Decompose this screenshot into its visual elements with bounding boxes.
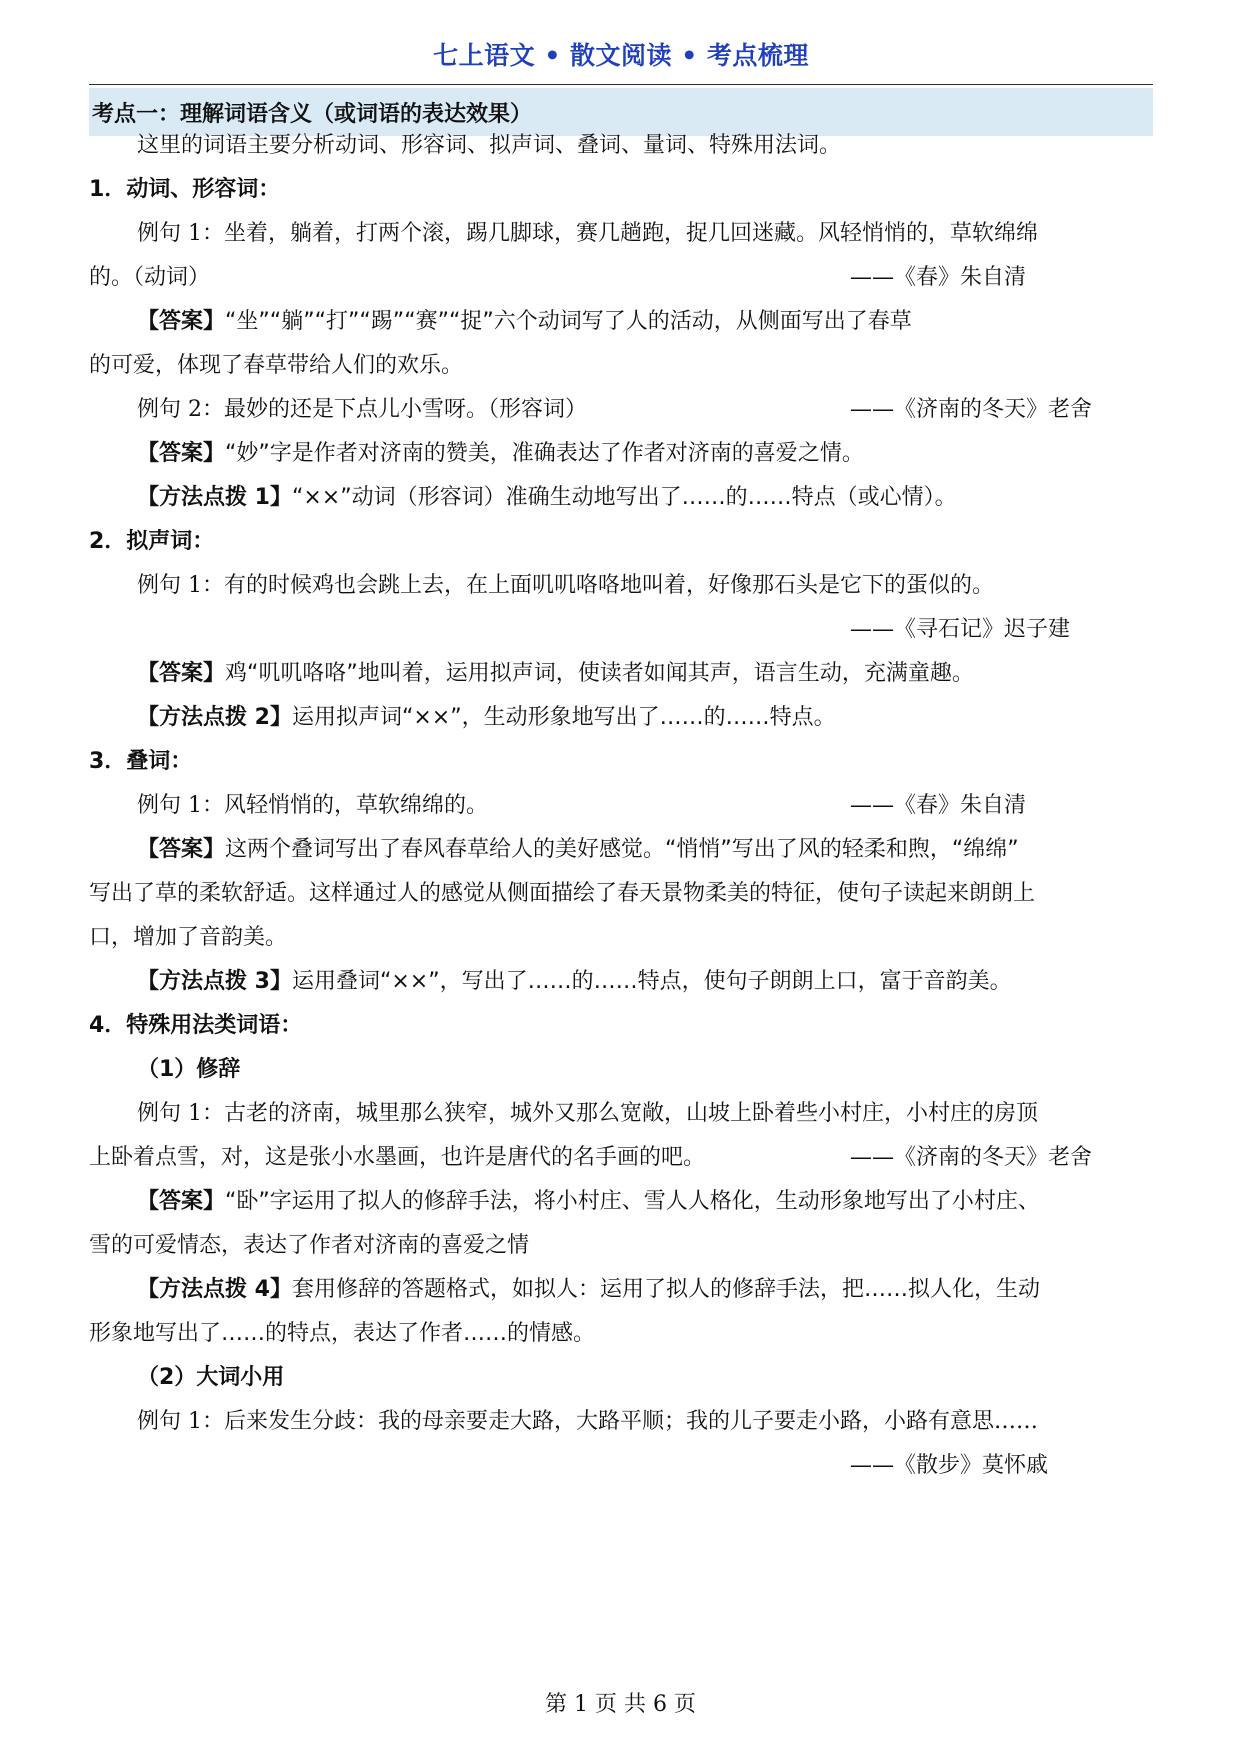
part4-method4-line1 xyxy=(137,1275,1040,1305)
answer-tag: 【答案】 xyxy=(137,441,226,466)
part4-method4-line2: 形象地写出了……的特点，表达了作者……的情感。 xyxy=(89,1321,596,1346)
part1-example1-line2: 的。（动词） xyxy=(89,265,211,290)
part4-sub1-example-source: ——《济南的冬天》老舍 xyxy=(850,1145,1093,1170)
method-text: 运用拟声词“××”，生动形象地写出了……的……特点。 xyxy=(291,705,836,730)
part4-sub1-answer-line1 xyxy=(137,1187,1040,1217)
method-text: “××”动词（形容词）准确生动地写出了……的……特点（或心情）。 xyxy=(291,485,957,510)
part3-example1-source: ——《春》朱自清 xyxy=(850,793,1027,818)
method-tag: 【方法点拨 1】 xyxy=(137,485,292,510)
answer-text: “卧”字运用了拟人的修辞手法，将小村庄、雪人人格化，生动形象地写出了小村庄、 xyxy=(225,1189,1040,1214)
method-text: 运用叠词“××”，写出了……的……特点，使句子朗朗上口，富于音韵美。 xyxy=(291,969,1012,994)
part4-sub2-heading: （2）大词小用 xyxy=(137,1365,285,1390)
answer-text: “妙”字是作者对济南的赞美，准确表达了作者对济南的喜爱之情。 xyxy=(225,441,864,466)
part3-heading: 3．叠词： xyxy=(89,749,193,774)
answer-text: 这两个叠词写出了春风春草给人的美好感觉。“悄悄”写出了风的轻柔和煦，“绵绵” xyxy=(225,837,1019,862)
part3-method3 xyxy=(137,967,1012,997)
part4-sub1-heading: （1）修辞 xyxy=(137,1057,241,1082)
part1-example1-line1: 例句 1：坐着，躺着，打两个滚，踢几脚球，赛几趟跑，捉几回迷藏。风轻悄悄的，草软绵绵 xyxy=(137,221,1038,246)
answer-tag: 【答案】 xyxy=(137,837,226,862)
part1-example1-source: ——《春》朱自清 xyxy=(850,265,1027,290)
part1-example2: 例句 2：最妙的还是下点儿小雪呀。（形容词） xyxy=(137,397,587,422)
part1-heading: 1．动词、形容词： xyxy=(89,177,281,202)
part2-heading: 2．拟声词： xyxy=(89,529,215,554)
section-intro: 这里的词语主要分析动词、形容词、拟声词、叠词、量词、特殊用法词。 xyxy=(137,133,842,158)
part1-answer1-line1 xyxy=(137,307,912,337)
answer-tag: 【答案】 xyxy=(137,1189,226,1214)
part2-method2 xyxy=(137,703,836,733)
part4-heading: 4．特殊用法类词语： xyxy=(89,1013,303,1038)
part1-example2-source: ——《济南的冬天》老舍 xyxy=(850,397,1093,422)
page-header xyxy=(89,30,1153,85)
part4-sub2-example: 例句 1：后来发生分歧：我的母亲要走大路，大路平顺；我的儿子要走小路，小路有意思…… xyxy=(137,1409,1038,1434)
part2-example1: 例句 1：有的时候鸡也会跳上去，在上面叽叽咯咯地叫着，好像那石头是它下的蛋似的。 xyxy=(137,573,994,598)
part1-method1 xyxy=(137,483,957,513)
part4-sub1-example-line2: 上卧着点雪，对，这是张小水墨画，也许是唐代的名手画的吧。 xyxy=(89,1145,706,1170)
part4-sub2-example-source: ——《散步》莫怀戚 xyxy=(850,1453,1049,1478)
part1-answer1-line2: 的可爱，体现了春草带给人们的欢乐。 xyxy=(89,353,464,378)
page-footer: 第 1 页 共 6 页 xyxy=(545,1692,696,1717)
part3-answer1-line2: 写出了草的柔软舒适。这样通过人的感觉从侧面描绘了春天景物柔美的特征，使句子读起来朗朗上 xyxy=(89,881,1036,906)
part4-sub1-example-line1: 例句 1：古老的济南，城里那么狭窄，城外又那么宽敞，山坡上卧着些小村庄，小村庄的房顶 xyxy=(137,1101,1038,1126)
part4-sub1-answer-line2: 雪的可爱情态，表达了作者对济南的喜爱之情 xyxy=(89,1233,530,1258)
answer-tag: 【答案】 xyxy=(137,661,226,686)
method-text: 套用修辞的答题格式，如拟人：运用了拟人的修辞手法，把……拟人化，生动 xyxy=(291,1277,1040,1302)
part2-answer1 xyxy=(137,659,974,689)
part2-example1-source: ——《寻石记》迟子建 xyxy=(850,617,1071,642)
part3-answer1-line3: 口，增加了音韵美。 xyxy=(89,925,288,950)
method-tag: 【方法点拨 2】 xyxy=(137,705,292,730)
part3-answer1-line1 xyxy=(137,835,1019,865)
answer-text: 鸡“叽叽咯咯”地叫着，运用拟声词，使读者如闻其声，语言生动，充满童趣。 xyxy=(225,661,974,686)
method-tag: 【方法点拨 3】 xyxy=(137,969,292,994)
part3-example1: 例句 1：风轻悄悄的，草软绵绵的。 xyxy=(137,793,488,818)
section-banner xyxy=(89,88,1153,136)
method-tag: 【方法点拨 4】 xyxy=(137,1277,292,1302)
header-title: 七上语文 • 散文阅读 • 考点梳理 xyxy=(433,41,809,70)
section-title: 考点一：理解词语含义（或词语的表达效果） xyxy=(92,102,533,127)
part1-answer2 xyxy=(137,439,864,469)
answer-text: “坐”“躺”“打”“踢”“赛”“捉”六个动词写了人的活动，从侧面写出了春草 xyxy=(225,309,912,334)
answer-tag: 【答案】 xyxy=(137,309,226,334)
